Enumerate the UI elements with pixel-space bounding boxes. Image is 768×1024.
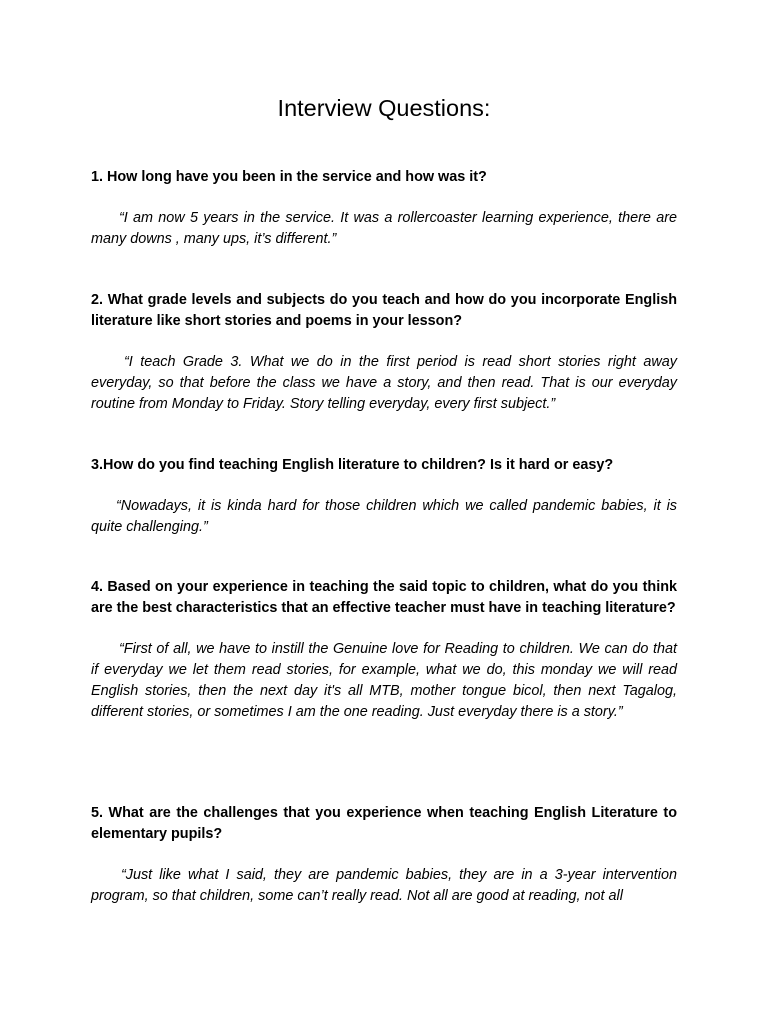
- question-3: 3.How do you find teaching English literature to children? Is it hard or easy?: [91, 457, 614, 473]
- answer-3: “Nowadays, it is kinda hard for those children which we called pandemic babies, it is quite challenging.”: [91, 498, 677, 535]
- qa-item-5: [91, 803, 677, 907]
- qa-item-4: [91, 577, 677, 723]
- question-1: 1. How long have you been in the service and how was it?: [91, 169, 487, 185]
- page-title: Interview Questions:: [277, 95, 491, 121]
- qa-item-1: [91, 167, 677, 250]
- qa-item-3: [91, 455, 677, 538]
- qa-item-2: [91, 290, 677, 415]
- question-4: 4. Based on your experience in teaching the said topic to children, what do you think are the best characteristics that an effective teacher must have in teaching literature?: [91, 579, 677, 616]
- answer-5: “Just like what I said, they are pandemic babies, they are in a 3-year intervention program, so that children, some can’t really read. Not all are good at reading, not all: [91, 867, 677, 904]
- question-2: 2. What grade levels and subjects do you teach and how do you incorporate English literature like short stories and poems in your lesson?: [91, 292, 677, 329]
- answer-2: “I teach Grade 3. What we do in the first period is read short stories right away everyday, so that before the class we have a story, and then read. That is our everyday routine from Monday to Friday. Story telling everyday, every first subject.”: [91, 354, 677, 412]
- answer-4: “First of all, we have to instill the Genuine love for Reading to children. We can do that if everyday we let them read stories, for example, what we do, this monday we will read English stories, then the next day it's all MTB, mother tongue bicol, then next Tagalog, different stories, or sometimes I am the one reading. Just everyday there is a story.”: [91, 641, 677, 720]
- question-5: 5. What are the challenges that you experience when teaching English Literature to elementary pupils?: [91, 805, 677, 842]
- answer-1: “I am now 5 years in the service. It was a rollercoaster learning experience, there are many downs , many ups, it’s different.”: [91, 210, 677, 247]
